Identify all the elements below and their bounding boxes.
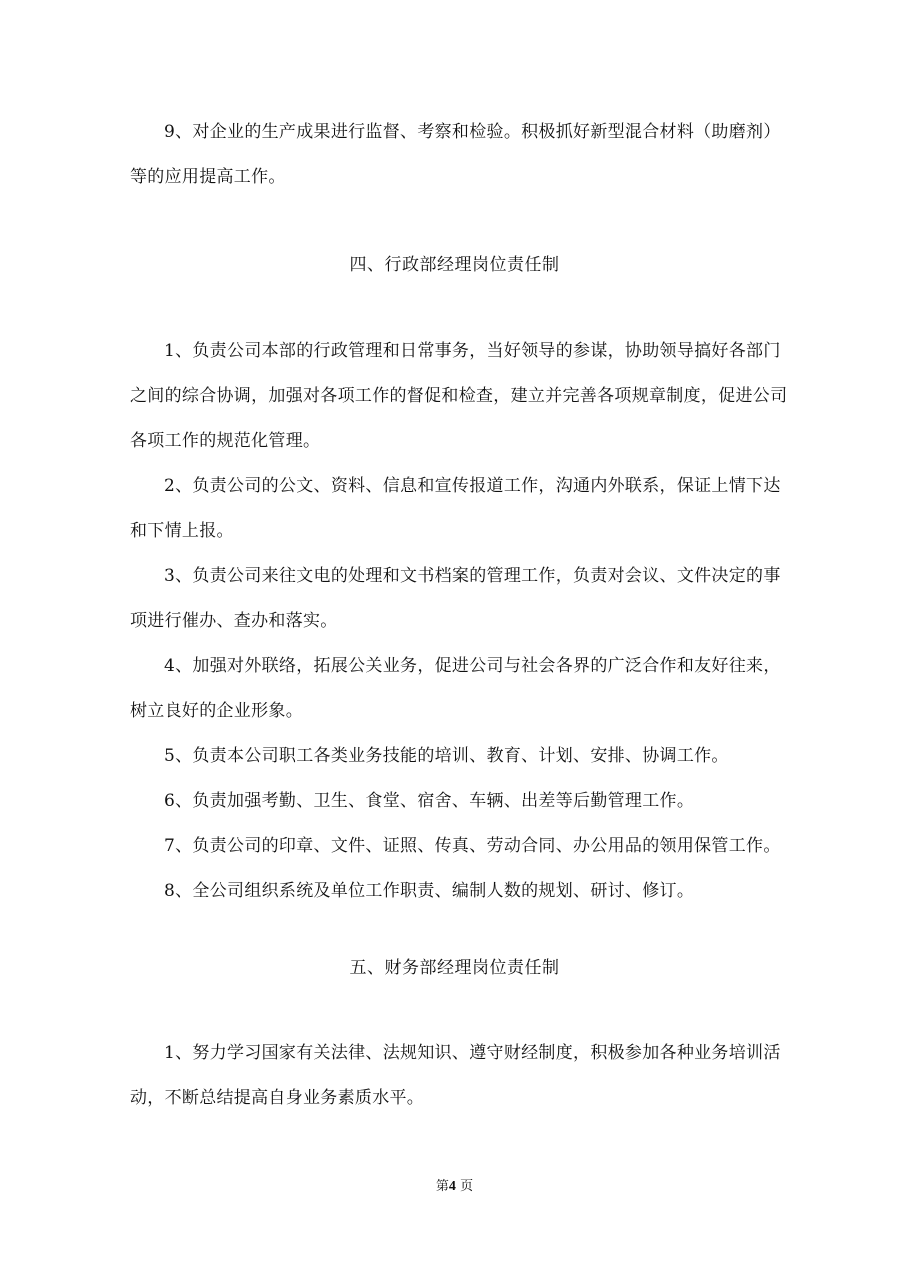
paragraph-4-3: 3、负责公司来往文电的处理和文书档案的管理工作，负责对会议、文件决定的事项进行催办、查办和落实。 [130,566,781,631]
paragraph-4-2: 2、负责公司的公文、资料、信息和宣传报道工作，沟通内外联系，保证上情下达和下情上报。 [130,476,781,541]
paragraph-4-7: 7、负责公司的印章、文件、证照、传真、劳动合同、办公用品的领用保管工作。 [164,836,781,856]
section-5-title: 五、财务部经理岗位责任制 [349,958,560,978]
paragraph-4-8: 8、全公司组织系统及单位工作职责、编制人数的规划、研讨、修订。 [164,881,695,901]
section-4-title: 四、行政部经理岗位责任制 [349,255,560,275]
paragraph-3-9: 9、对企业的生产成果进行监督、考察和检验。积极抓好新型混合材料（助磨剂）等的应用提高工作。 [130,122,781,187]
footer-suffix: 页 [460,1179,474,1194]
paragraph-4-4: 4、加强对外联络，拓展公关业务，促进公司与社会各界的广泛合作和友好往来，树立良好的企业形象。 [130,656,781,721]
paragraph-4-6: 6、负责加强考勤、卫生、食堂、宿舍、车辆、出差等后勤管理工作。 [164,791,695,811]
paragraph-4-1: 1、负责公司本部的行政管理和日常事务，当好领导的参谋，协助领导搞好各部门之间的综合协调，加强对各项工作的督促和检查，建立并完善各项规章制度，促进公司各项工作的规范化管理。 [130,341,788,451]
paragraph-5-1: 1、努力学习国家有关法律、法规知识、遵守财经制度，积极参加各种业务培训活动，不断总结提高自身业务素质水平。 [130,1043,781,1108]
footer-prefix: 第 [435,1179,449,1194]
paragraph-4-5: 5、负责本公司职工各类业务技能的培训、教育、计划、安排、协调工作。 [164,746,729,766]
page-footer [0,1178,909,1196]
page-number: 4 [448,1179,456,1194]
